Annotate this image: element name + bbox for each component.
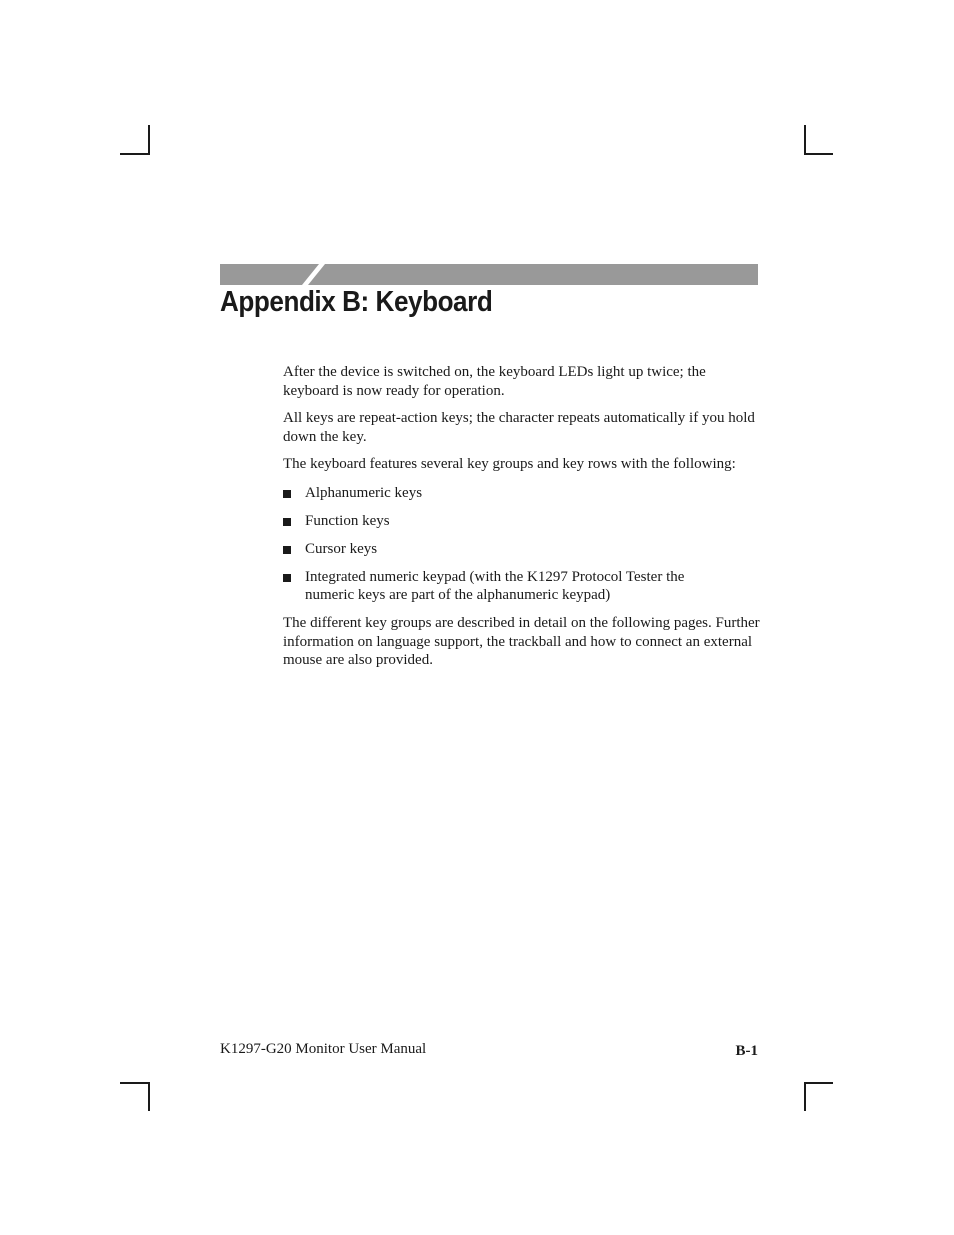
crop-mark-bottom-left-h xyxy=(120,1082,150,1084)
header-bar-graphic xyxy=(220,264,758,285)
crop-mark-top-right-h xyxy=(804,153,833,155)
square-bullet-icon xyxy=(283,490,291,498)
paragraph: The different key groups are described in detail on the following pages. Further information on language support, the trackball and how to connect an external mouse are also provided. xyxy=(283,615,760,668)
list-item-text: Function keys xyxy=(305,512,390,529)
square-bullet-icon xyxy=(283,574,291,582)
footer-page-number: B-1 xyxy=(735,1043,758,1059)
list-item-text: Integrated numeric keypad (with the K1297 Protocol Tester the numeric keys are part of the alphanumeric keypad) xyxy=(305,568,685,603)
page-title: Appendix B: Keyboard xyxy=(220,286,493,318)
paragraph: All keys are repeat-action keys; the character repeats automatically if you hold down the key. xyxy=(283,410,755,445)
list-item xyxy=(283,484,765,503)
list-item-text: Cursor keys xyxy=(305,540,378,557)
crop-mark-bottom-right-h xyxy=(804,1082,833,1084)
key-group-list xyxy=(283,484,765,605)
body-text xyxy=(283,363,765,679)
paragraph: After the device is switched on, the keyboard LEDs light up twice; the keyboard is now ready for operation. xyxy=(283,364,706,399)
list-item-text: Alphanumeric keys xyxy=(305,484,423,501)
crop-mark-bottom-left-v xyxy=(148,1082,150,1111)
footer-manual-title: K1297-G20 Monitor User Manual xyxy=(220,1041,427,1057)
crop-mark-top-left-h xyxy=(120,153,150,155)
crop-mark-top-right-v xyxy=(804,125,806,154)
list-item xyxy=(283,512,765,531)
list-item xyxy=(283,540,765,559)
crop-mark-bottom-right-v xyxy=(804,1082,806,1111)
chapter-header-bar xyxy=(220,264,758,285)
list-item xyxy=(283,568,765,605)
paragraph: The keyboard features several key groups and key rows with the following: xyxy=(283,456,736,472)
square-bullet-icon xyxy=(283,518,291,526)
square-bullet-icon xyxy=(283,546,291,554)
crop-mark-top-left-v xyxy=(148,125,150,154)
